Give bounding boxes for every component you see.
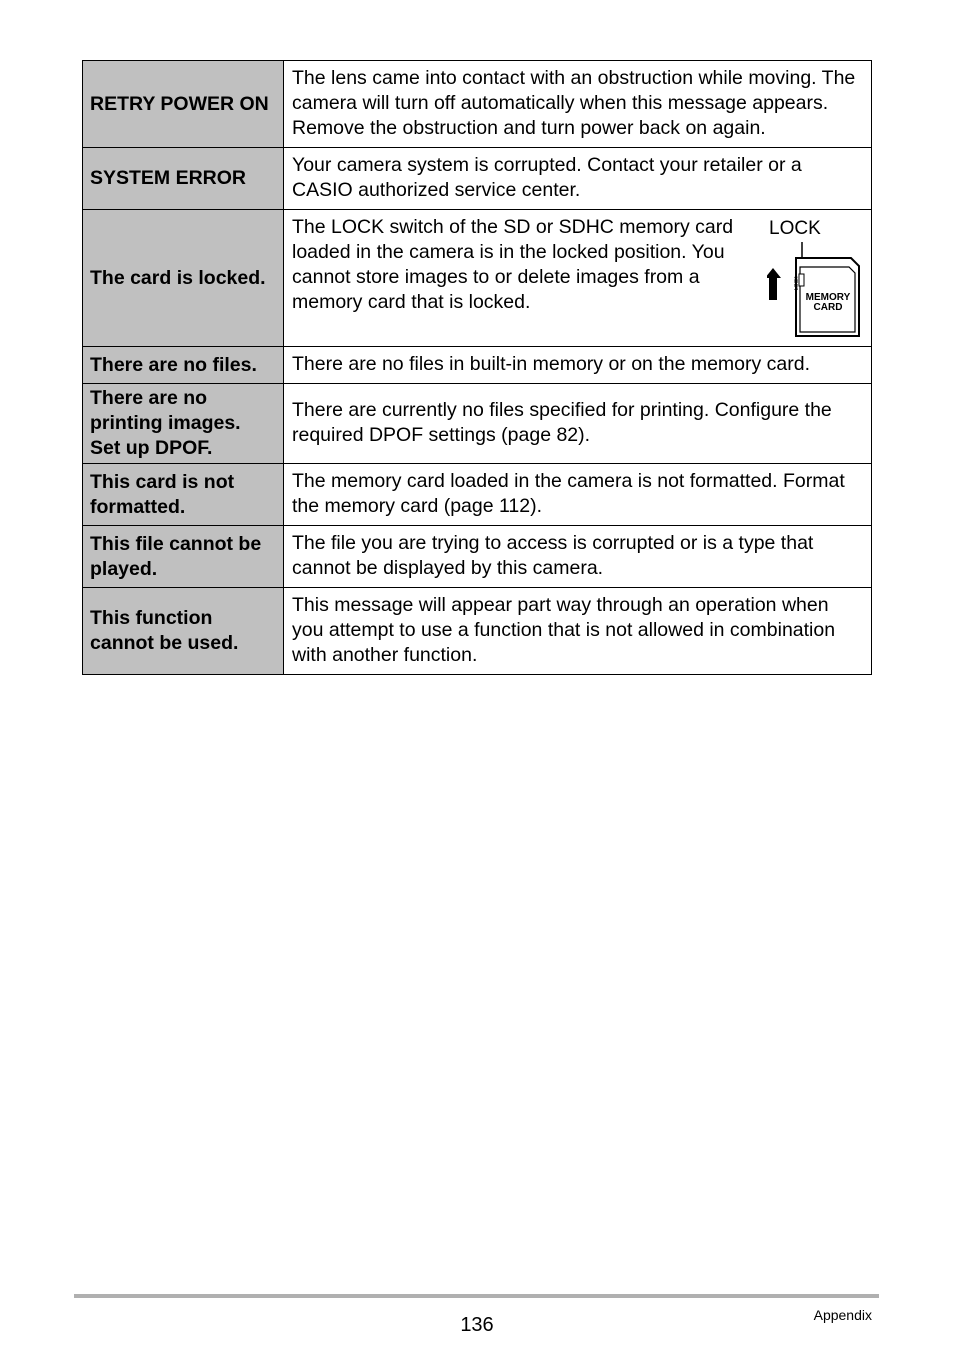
message-title: The card is locked. <box>83 210 284 347</box>
message-title: There are no printing images. Set up DPOF. <box>83 384 284 464</box>
arrow-up-icon <box>767 268 781 300</box>
card-label-line1: MEMORY <box>805 292 851 303</box>
table-row <box>83 210 872 347</box>
message-description: There are currently no files specified for printing. Configure the required DPOF settings (page 82). <box>284 384 872 464</box>
footer-divider <box>74 1294 879 1298</box>
table-row <box>83 61 872 148</box>
switch-label: LOCK <box>794 276 800 290</box>
table-row <box>83 148 872 210</box>
table-row <box>83 347 872 384</box>
message-description: There are no files in built-in memory or on the memory card. <box>284 347 872 384</box>
page-number: 136 <box>460 1314 494 1336</box>
lock-label: LOCK <box>769 218 821 239</box>
message-description: The memory card loaded in the camera is not formatted. Format the memory card (page 112). <box>284 464 872 526</box>
message-title: There are no files. <box>83 347 284 384</box>
message-table <box>82 60 872 675</box>
table-row <box>83 464 872 526</box>
message-description: Your camera system is corrupted. Contact your retailer or a CASIO authorized service center. <box>284 148 872 210</box>
card-label-line2: CARD <box>813 302 843 313</box>
message-title: RETRY POWER ON <box>83 61 284 148</box>
message-description: The file you are trying to access is corrupted or is a type that cannot be displayed by this camera. <box>284 526 872 588</box>
message-title: This function cannot be used. <box>83 588 284 675</box>
table-row <box>83 526 872 588</box>
message-description-with-figure <box>284 210 872 347</box>
message-description: The lens came into contact with an obstruction while moving. The camera will turn off automatically when this message appears. Remove the obstruction and turn power back on again. <box>284 61 872 148</box>
table-row <box>83 588 872 675</box>
memory-card-lock-figure <box>767 212 867 340</box>
section-label: Appendix <box>813 1307 872 1323</box>
memory-card-icon <box>767 212 867 340</box>
message-description: This message will appear part way through an operation when you attempt to use a function that is not allowed in combination with another function. <box>284 588 872 675</box>
table-row <box>83 384 872 464</box>
message-description: The LOCK switch of the SD or SDHC memory card loaded in the camera is in the locked position. You cannot store images to or delete images from a memory card that is locked. <box>292 216 734 313</box>
message-title: SYSTEM ERROR <box>83 148 284 210</box>
message-title: This file cannot be played. <box>83 526 284 588</box>
message-title: This card is not formatted. <box>83 464 284 526</box>
